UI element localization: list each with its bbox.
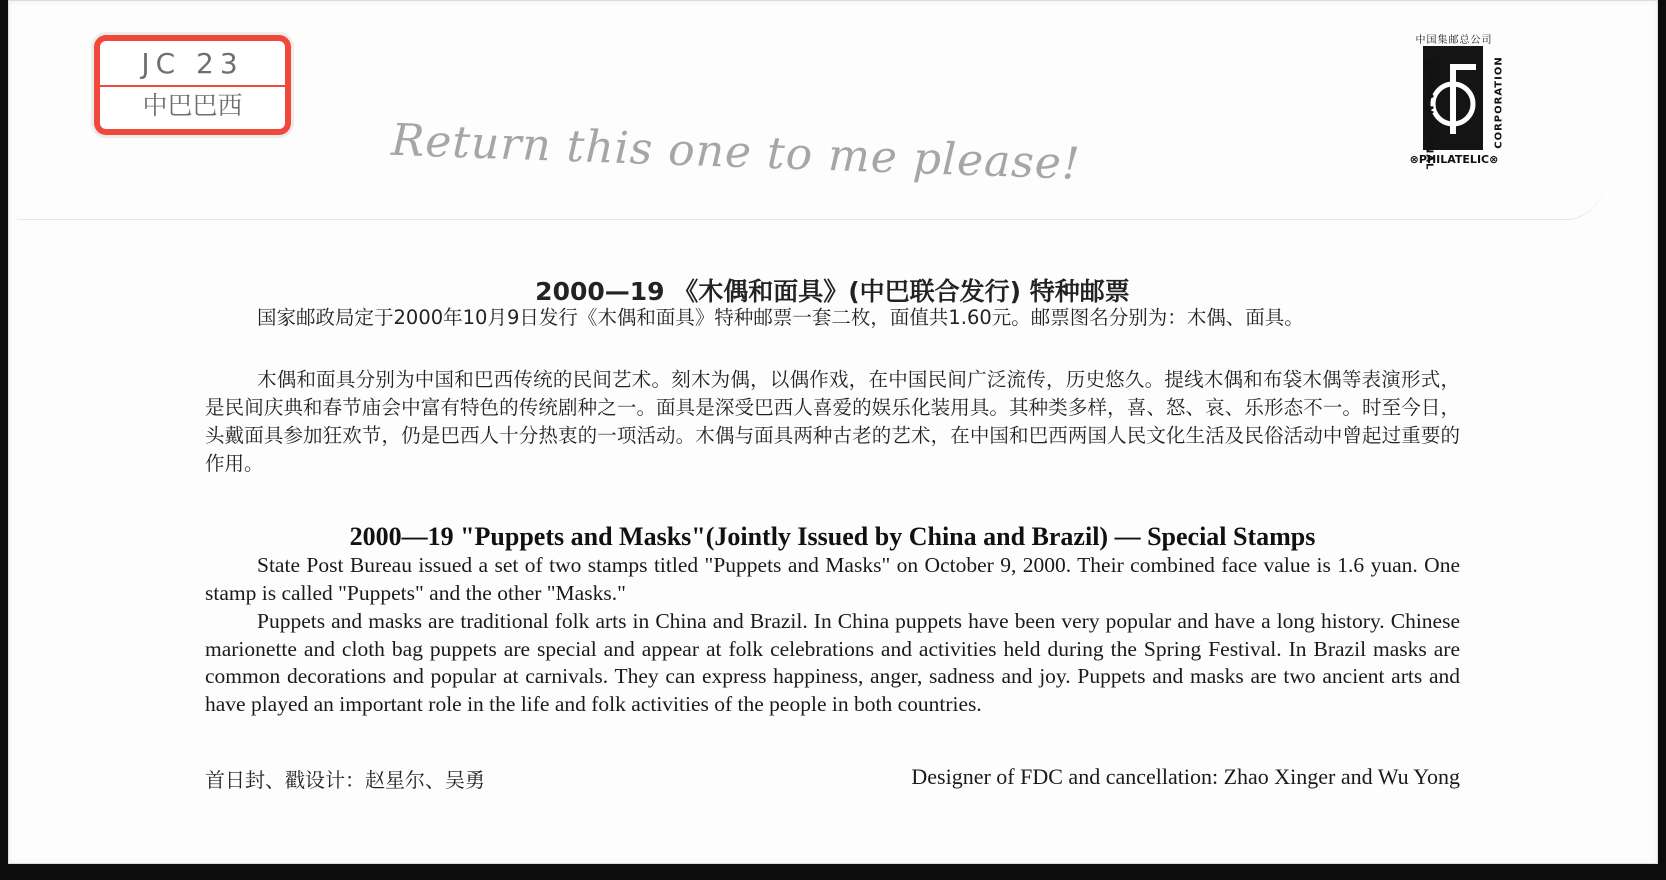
english-paragraph-2: Puppets and masks are traditional folk arts in China and Brazil. In China puppets have been very popular and have a long history. Chinese marionette and cloth bag puppets are special and appear at folk celebrations and activities held during the Spring Festival. In Brazil masks are common decorations and popular at carnivals. They can express happiness, anger, sadness and joy. Puppets and masks are two ancient arts and have played an important role in the life and folk activities of the people in both countries.: [205, 609, 1460, 716]
label-note: 中巴巴西: [142, 91, 243, 120]
english-paragraph-1: State Post Bureau issued a set of two stamps titled "Puppets and Masks" on October 9, 2000. Their combined face value is 1.6 yuan. One stamp is called "Puppets" and the other "Masks.": [205, 553, 1460, 605]
english-credit: Designer of FDC and cancellation: Zhao Xinger and Wu Yong: [911, 764, 1460, 789]
handwritten-note: Return this one to me please!: [390, 114, 1082, 190]
chinese-paragraph-1: 国家邮政局定于2000年10月9日发行《木偶和面具》特种邮票一套二枚，面值共1.60元。邮票图名分别为：木偶、面具。: [257, 306, 1304, 329]
collection-label: [94, 35, 291, 135]
logo-bottom-text: ⊗PHILATELIC⊗: [1409, 153, 1499, 166]
chinese-title: 2000—19 《木偶和面具》(中巴联合发行) 特种邮票: [535, 277, 1130, 306]
chinese-paragraph-2: 木偶和面具分别为中国和巴西传统的民间艺术。刻木为偶，以偶作戏，在中国民间广泛流传，历史悠久。提线木偶和布袋木偶等表演形式，是民间庆典和春节庙会中富有特色的传统剧种之一。面具是深受巴西人喜爱的娱乐化装用具。其种类多样，喜、怒、哀、乐形态不一。时至今日，头戴面具参加狂欢节，仍是巴西人十分热衷的一项活动。木偶与面具两种古老的艺术，在中国和巴西两国人民文化生活及民俗活动中曾起过重要的作用。: [205, 368, 1460, 475]
logo-chinese-text: 中国集邮总公司: [1415, 35, 1493, 46]
english-title: 2000—19 "Puppets and Masks"(Jointly Issued by China and Brazil) — Special Stamps: [349, 522, 1316, 551]
chinese-credit: 首日封、戳设计：赵星尔、吴勇: [205, 768, 485, 792]
label-code: JC 23: [100, 43, 285, 87]
logo-left-text: CHINA NATIONAL: [1423, 60, 1435, 171]
logo-right-text: CORPORATION: [1493, 56, 1505, 149]
philatelic-corporation-logo: [1399, 31, 1509, 171]
